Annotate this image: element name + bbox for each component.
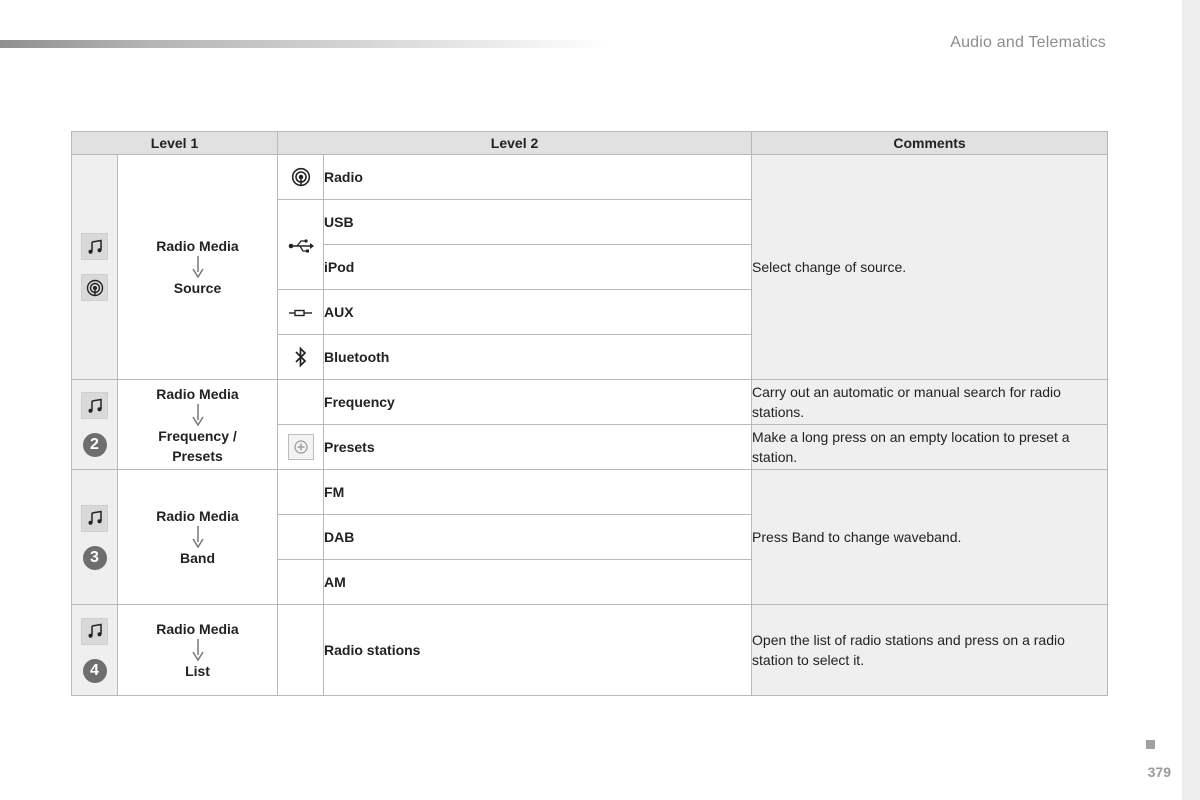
level1-source-top: Radio Media: [156, 238, 239, 254]
level2-aux: AUX: [324, 290, 752, 335]
page-marker-square: [1146, 740, 1155, 749]
music-note-icon: [81, 505, 108, 532]
level2-icon-empty: [278, 380, 324, 425]
level1-list-top: Radio Media: [156, 621, 239, 637]
page-edge-strip: [1182, 0, 1200, 800]
level2-am: AM: [324, 560, 752, 605]
comment-presets: Make a long press on an empty location to preset a station.: [752, 425, 1108, 470]
level1-frequency: [118, 380, 278, 470]
level2-dab: DAB: [324, 515, 752, 560]
radio-signal-icon: [278, 155, 324, 200]
level1-list-bottom: List: [185, 663, 210, 679]
level2-icon-empty: [278, 515, 324, 560]
header-comments: Comments: [752, 132, 1108, 155]
comment-source: Select change of source.: [752, 155, 1108, 380]
radio-signal-icon: [81, 274, 108, 301]
arrow-down-icon: [192, 639, 204, 661]
level1-frequency-top: Radio Media: [156, 385, 239, 402]
group-icons-list: [72, 605, 118, 696]
level2-icon-empty: [278, 605, 324, 696]
level2-usb: USB: [324, 200, 752, 245]
level2-radio: Radio: [324, 155, 752, 200]
usb-icon: [278, 200, 324, 290]
level1-band-top: Radio Media: [156, 508, 239, 524]
group-icons-source: [72, 155, 118, 380]
level1-source: [118, 155, 278, 380]
step-number-badge: 4: [83, 659, 107, 683]
table-row: [72, 380, 1108, 425]
table-row: [72, 155, 1108, 200]
level1-frequency-bottom: Frequency / Presets: [158, 427, 237, 464]
step-number-badge: 3: [83, 546, 107, 570]
table-header-row: [72, 132, 1108, 155]
level1-source-bottom: Source: [173, 280, 222, 296]
header-level2: Level 2: [278, 132, 752, 155]
comment-band: Press Band to change waveband.: [752, 470, 1108, 605]
section-title: Audio and Telematics: [950, 34, 1106, 51]
level2-presets: Presets: [324, 425, 752, 470]
level2-icon-empty: [278, 560, 324, 605]
arrow-down-icon: [192, 526, 204, 548]
header-gradient-bar: [0, 40, 610, 48]
level1-band: [118, 470, 278, 605]
level2-radio-stations: Radio stations: [324, 605, 752, 696]
header-level1: Level 1: [72, 132, 278, 155]
arrow-down-icon: [192, 404, 204, 426]
aux-jack-icon: [278, 290, 324, 335]
group-icons-band: [72, 470, 118, 605]
level2-icon-empty: [278, 470, 324, 515]
comment-frequency: Carry out an automatic or manual search for radio stations.: [752, 380, 1108, 425]
music-note-icon: [81, 233, 108, 260]
level2-ipod: iPod: [324, 245, 752, 290]
page-number: 379: [1147, 764, 1171, 780]
table-row: [72, 605, 1108, 696]
comment-list: Open the list of radio stations and press on a radio station to select it.: [752, 605, 1108, 696]
level1-band-bottom: Band: [180, 550, 215, 566]
arrow-down-icon: [192, 256, 204, 278]
music-note-icon: [81, 392, 108, 419]
level2-frequency: Frequency: [324, 380, 752, 425]
presets-add-icon: [288, 434, 314, 460]
level2-fm: FM: [324, 470, 752, 515]
bluetooth-icon: [278, 335, 324, 380]
level1-list: [118, 605, 278, 696]
presets-icon-cell: [278, 425, 324, 470]
group-icons-frequency: [72, 380, 118, 470]
level2-bluetooth: Bluetooth: [324, 335, 752, 380]
step-number-badge: 2: [83, 433, 107, 457]
table-row: [72, 470, 1108, 515]
music-note-icon: [81, 618, 108, 645]
menu-table: [71, 131, 1108, 696]
